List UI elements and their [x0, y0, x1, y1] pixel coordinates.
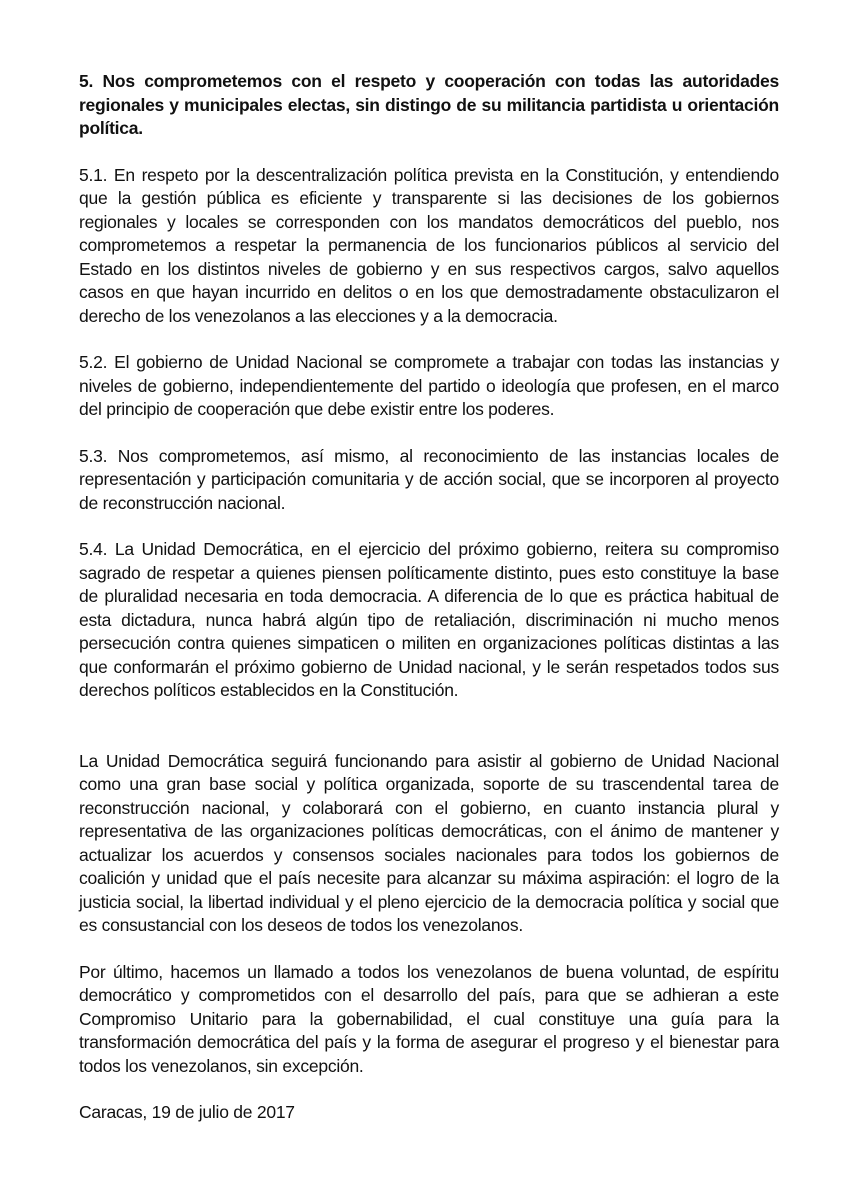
paragraph-5-4: 5.4. La Unidad Democrática, en el ejercicio del próximo gobierno, reitera su compromiso sagrado de respetar a quienes piensen políticamente distinto, pues esto constituye la base de pluralidad necesaria en toda democracia. A diferencia de lo que es práctica habitual de esta dictadura, nunca habrá algún tipo de retaliación, discriminación ni mucho menos persecución contra quienes simpaticen o militen en organizaciones políticas distintas a las que conformarán el próximo gobierno de Unidad nacional, y le serán respetados todos sus derechos políticos establecidos en la Constitución. [79, 539, 779, 700]
paragraph-5-2: 5.2. El gobierno de Unidad Nacional se compromete a trabajar con todas las instancias y niveles de gobierno, independientemente del partido o ideología que profesen, en el marco del principio de cooperación que debe existir entre los poderes. [79, 352, 779, 419]
paragraph-unidad-democratica: La Unidad Democrática seguirá funcionando para asistir al gobierno de Unidad Nacional como una gran base social y política organizada, soporte de su trascendental tarea de reconstrucción nacional, y colaborará con el gobierno, en cuanto instancia plural y representativa de las organizaciones políticas democráticas, con el ánimo de mantener y actualizar los acuerdos y consensos sociales nacionales para todos los gobiernos de coalición y unidad que el país necesite para alcanzar su máxima aspiración: el logro de la justicia social, la libertad individual y el pleno ejercicio de la democracia política y social que es consustancial con los deseos de todos los venezolanos. [79, 750, 779, 935]
paragraph-5-3: 5.3. Nos comprometemos, así mismo, al reconocimiento de las instancias locales de representación y participación comunitaria y de acción social, que se incorporen al proyecto de reconstrucción nacional. [79, 445, 779, 513]
section-heading: 5. Nos comprometemos con el respeto y cooperación con todas las autoridades regionales y municipales electas, sin distingo de su militancia partidista u orientación política. [79, 71, 779, 138]
paragraph-5-1: 5.1. En respeto por la descentralización política prevista en la Constitución, y entendiendo que la gestión pública es eficiente y transparente si las decisiones de los gobiernos regionales y locales se corresponden con los mandatos democráticos del pueblo, nos comprometemos a respetar la permanencia de los funcionarios públicos al servicio del Estado en los distintos niveles de gobierno y en sus respectivos cargos, salvo aquellos casos en que hayan incurrido en delitos o en los que demostradamente obstaculizaron el derecho de los venezolanos a las elecciones y a la democracia. [79, 164, 779, 326]
paragraph-llamado-final: Por último, hacemos un llamado a todos los venezolanos de buena voluntad, de espíritu democrático y comprometidos con el desarrollo del país, para que se adhieran a este Compromiso Unitario para la gobernabilidad, el cual constituye una guía para la transformación democrática del país y la forma de asegurar el progreso y el bienestar para todos los venezolanos, sin excepción. [79, 961, 779, 1076]
place-date: Caracas, 19 de julio de 2017 [79, 1102, 295, 1122]
